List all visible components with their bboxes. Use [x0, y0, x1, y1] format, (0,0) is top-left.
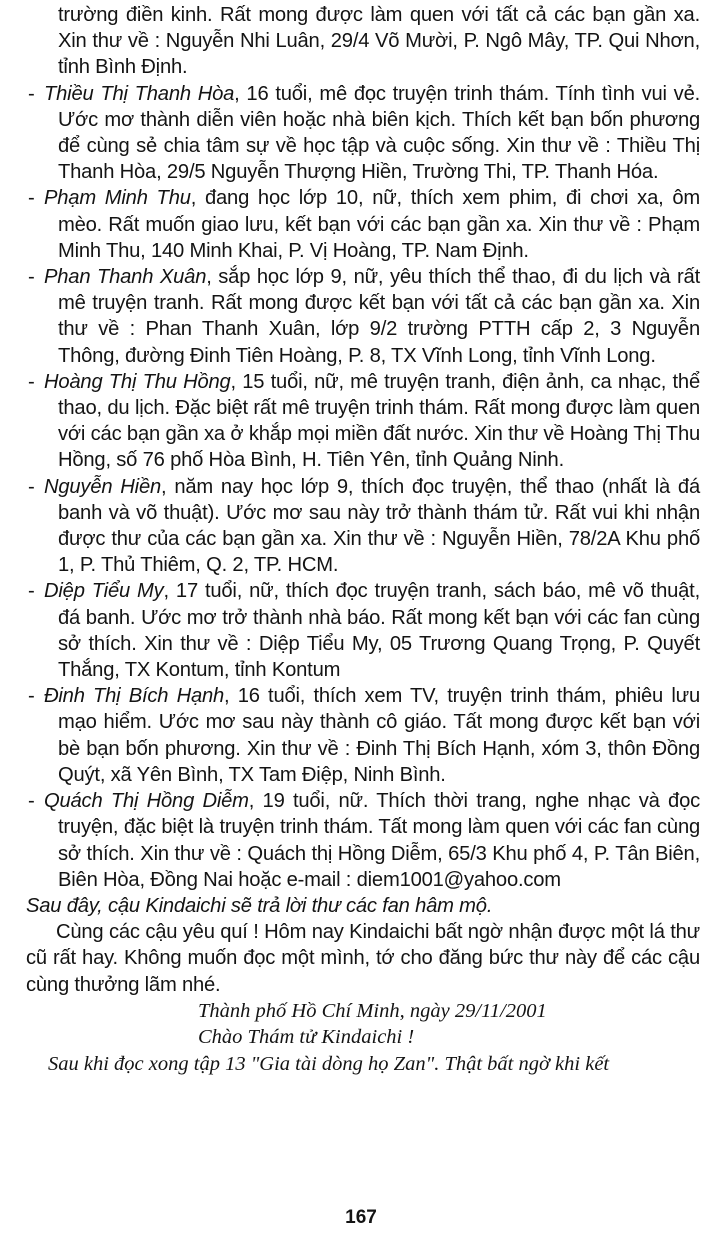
section-heading: Sau đây, cậu Kindaichi sẽ trả lời thư các fan hâm mộ.: [26, 894, 493, 917]
list-item: -Phan Thanh Xuân, sắp học lớp 9, nữ, yêu thích thể thao, đi du lịch và rất mê truyện tranh. Rất mong được kết bạn với tất cả các bạn gần xa. Xin thư về : Phan Thanh Xuân, lớp 9/2 trường PTTH cấp 2, 3 Nguyễn Thông, đường Đinh Tiên Hoàng, P. 8, TX Vĩnh Long, tỉnh Vĩnh Long.: [28, 266, 700, 367]
entry-text: , đang học lớp 10, nữ, thích xem phim, đi chơi xa, ôm mèo. Rất muốn giao lưu, kết bạn với các bạn gần xa. Xin thư về : Phạm Minh Thu, 140 Minh Khai, P. Vị Hoàng, TP. Nam Định.: [58, 187, 700, 262]
letter-greeting: Chào Thám tử Kindaichi !: [198, 1026, 415, 1049]
letter-place-date: Thành phố Hồ Chí Minh, ngày 29/11/2001: [198, 999, 547, 1022]
entry-name: Nguyễn Hiền: [44, 475, 162, 498]
entry-text: , 16 tuổi, thích xem TV, truyện trinh thám, phiêu lưu mạo hiểm. Ước mơ sau này thành cô giáo. Tất mong được kết bạn với bè bạn bốn phương. Xin thư về : Đinh Thị Bích Hạnh, xóm 3, thôn Đồng Quýt, xã Yên Bình, TX Tam Điệp, Ninh Bình.: [58, 685, 700, 786]
entry-name: Quách Thị Hồng Diễm: [44, 790, 249, 813]
entry-text: , 19 tuổi, nữ. Thích thời trang, nghe nhạc và đọc truyện, đặc biệt là truyện trinh thám. Tất mong làm quen với các fan cùng sở thích. Xin thư về : Quách thị Hồng Diễm, 65/3 Khu phố 4, P. Tân Biên, Biên Hòa, Đồng Nai hoặc e-mail : diem1001@yahoo.com: [58, 790, 701, 891]
entry-name: Phan Thanh Xuân: [44, 266, 207, 289]
letter-first-line: Sau khi đọc xong tập 13 "Gia tài dòng họ Zan". Thật bất ngờ khi kết: [48, 1052, 610, 1075]
entry-name: Thiều Thị Thanh Hòa: [44, 82, 235, 105]
entry-text: , 16 tuổi, mê đọc truyện trinh thám. Tính tình vui vẻ. Ước mơ thành diễn viên hoặc nhà biên kịch. Thích kết bạn bốn phương để cùng sẻ chia tâm sự về học tập và cuộc sống. Xin thư về : Thiều Thị Thanh Hòa, 29/5 Nguyễn Thượng Hiền, Trường Thi, TP. Thanh Hóa.: [58, 82, 701, 184]
pen-pal-list: [26, 81, 700, 893]
entry-name: Hoàng Thị Thu Hồng: [44, 370, 231, 393]
list-item: -Hoàng Thị Thu Hồng, 15 tuổi, nữ, mê truyện tranh, điện ảnh, ca nhạc, thể thao, du lịch. Đặc biệt rất mê truyện trinh thám. Rất mong được làm quen với các bạn gần xa ở khắp mọi miền đất nước. Xin thư về Hoàng Thị Thu Hồng, số 76 phố Hòa Bình, H. Tiên Yên, tỉnh Quảng Ninh.: [28, 370, 700, 472]
entry-name: Phạm Minh Thu: [44, 187, 191, 210]
page-number: 167: [345, 1207, 377, 1228]
list-item: -Thiều Thị Thanh Hòa, 16 tuổi, mê đọc truyện trinh thám. Tính tình vui vẻ. Ước mơ thành diễn viên hoặc nhà biên kịch. Thích kết bạn bốn phương để cùng sẻ chia tâm sự về học tập và cuộc sống. Xin thư về : Thiều Thị Thanh Hòa, 29/5 Nguyễn Thượng Hiền, Trường Thi, TP. Thanh Hóa.: [28, 82, 701, 184]
entry-name: Đinh Thị Bích Hạnh: [44, 685, 225, 708]
list-item: -Quách Thị Hồng Diễm, 19 tuổi, nữ. Thích thời trang, nghe nhạc và đọc truyện, đặc biệt là truyện trinh thám. Tất mong làm quen với các fan cùng sở thích. Xin thư về : Quách thị Hồng Diễm, 65/3 Khu phố 4, P. Tân Biên, Biên Hòa, Đồng Nai hoặc e-mail : diem1001@yahoo.com: [28, 790, 701, 891]
entry-text: , 15 tuổi, nữ, mê truyện tranh, điện ảnh, ca nhạc, thể thao, du lịch. Đặc biệt rất mê truyện trinh thám. Rất mong được làm quen với các bạn gần xa ở khắp mọi miền đất nước. Xin thư về Hoàng Thị Thu Hồng, số 76 phố Hòa Bình, H. Tiên Yên, tỉnh Quảng Ninh.: [58, 370, 700, 472]
entry-text: , sắp học lớp 9, nữ, yêu thích thể thao, đi du lịch và rất mê truyện tranh. Rất mong được kết bạn với tất cả các bạn gần xa. Xin thư về : Phan Thanh Xuân, lớp 9/2 trường PTTH cấp 2, 3 Nguyễn Thông, đường Đinh Tiên Hoàng, P. 8, TX Vĩnh Long, tỉnh Vĩnh Long.: [58, 266, 700, 367]
list-item: -Đinh Thị Bích Hạnh, 16 tuổi, thích xem TV, truyện trinh thám, phiêu lưu mạo hiểm. Ước mơ sau này thành cô giáo. Tất mong được kết bạn với bè bạn bốn phương. Xin thư về : Đinh Thị Bích Hạnh, xóm 3, thôn Đồng Quýt, xã Yên Bình, TX Tam Điệp, Ninh Bình.: [28, 685, 700, 786]
intro-paragraph: trường điền kinh. Rất mong được làm quen với tất cả các bạn gần xa. Xin thư về : Nguyễn Nhi Luân, 29/4 Võ Mười, P. Ngô Mây, TP. Qui Nhơn, tỉnh Bình Định.: [58, 4, 700, 79]
entry-text: , 17 tuổi, nữ, thích đọc truyện tranh, sách báo, mê võ thuật, đá banh. Ước mơ trở thành nhà báo. Rất mong kết bạn với các fan cùng sở thích. Xin thư về : Diệp Tiểu My, 05 Trương Quang Trọng, P. Quyết Thắng, TX Kontum, tỉnh Kontum: [58, 580, 701, 682]
entry-text: , năm nay học lớp 9, thích đọc truyện, thể thao (nhất là đá banh và võ thuật). Ước mơ sau này trở thành thám tử. Rất vui khi nhận được thư của các bạn gần xa. Xin thư về : Nguyễn Hiền, 78/2A Khu phố 1, P. Thủ Thiêm, Q. 2, TP. HCM.: [58, 475, 700, 577]
letter-intro: Cùng các cậu yêu quí ! Hôm nay Kindaichi bất ngờ nhận được một lá thư cũ rất hay. Không muốn đọc một mình, tớ cho đăng bức thư này để các cậu cùng thưởng lãm nhé.: [26, 921, 700, 996]
list-item: -Phạm Minh Thu, đang học lớp 10, nữ, thích xem phim, đi chơi xa, ôm mèo. Rất muốn giao lưu, kết bạn với các bạn gần xa. Xin thư về : Phạm Minh Thu, 140 Minh Khai, P. Vị Hoàng, TP. Nam Định.: [28, 187, 700, 262]
entry-name: Diệp Tiểu My: [44, 580, 164, 603]
list-item: -Nguyễn Hiền, năm nay học lớp 9, thích đọc truyện, thể thao (nhất là đá banh và võ thuật). Ước mơ sau này trở thành thám tử. Rất vui khi nhận được thư của các bạn gần xa. Xin thư về : Nguyễn Hiền, 78/2A Khu phố 1, P. Thủ Thiêm, Q. 2, TP. HCM.: [28, 475, 700, 577]
list-item: -Diệp Tiểu My, 17 tuổi, nữ, thích đọc truyện tranh, sách báo, mê võ thuật, đá banh. Ước mơ trở thành nhà báo. Rất mong kết bạn với các fan cùng sở thích. Xin thư về : Diệp Tiểu My, 05 Trương Quang Trọng, P. Quyết Thắng, TX Kontum, tỉnh Kontum: [28, 580, 701, 682]
